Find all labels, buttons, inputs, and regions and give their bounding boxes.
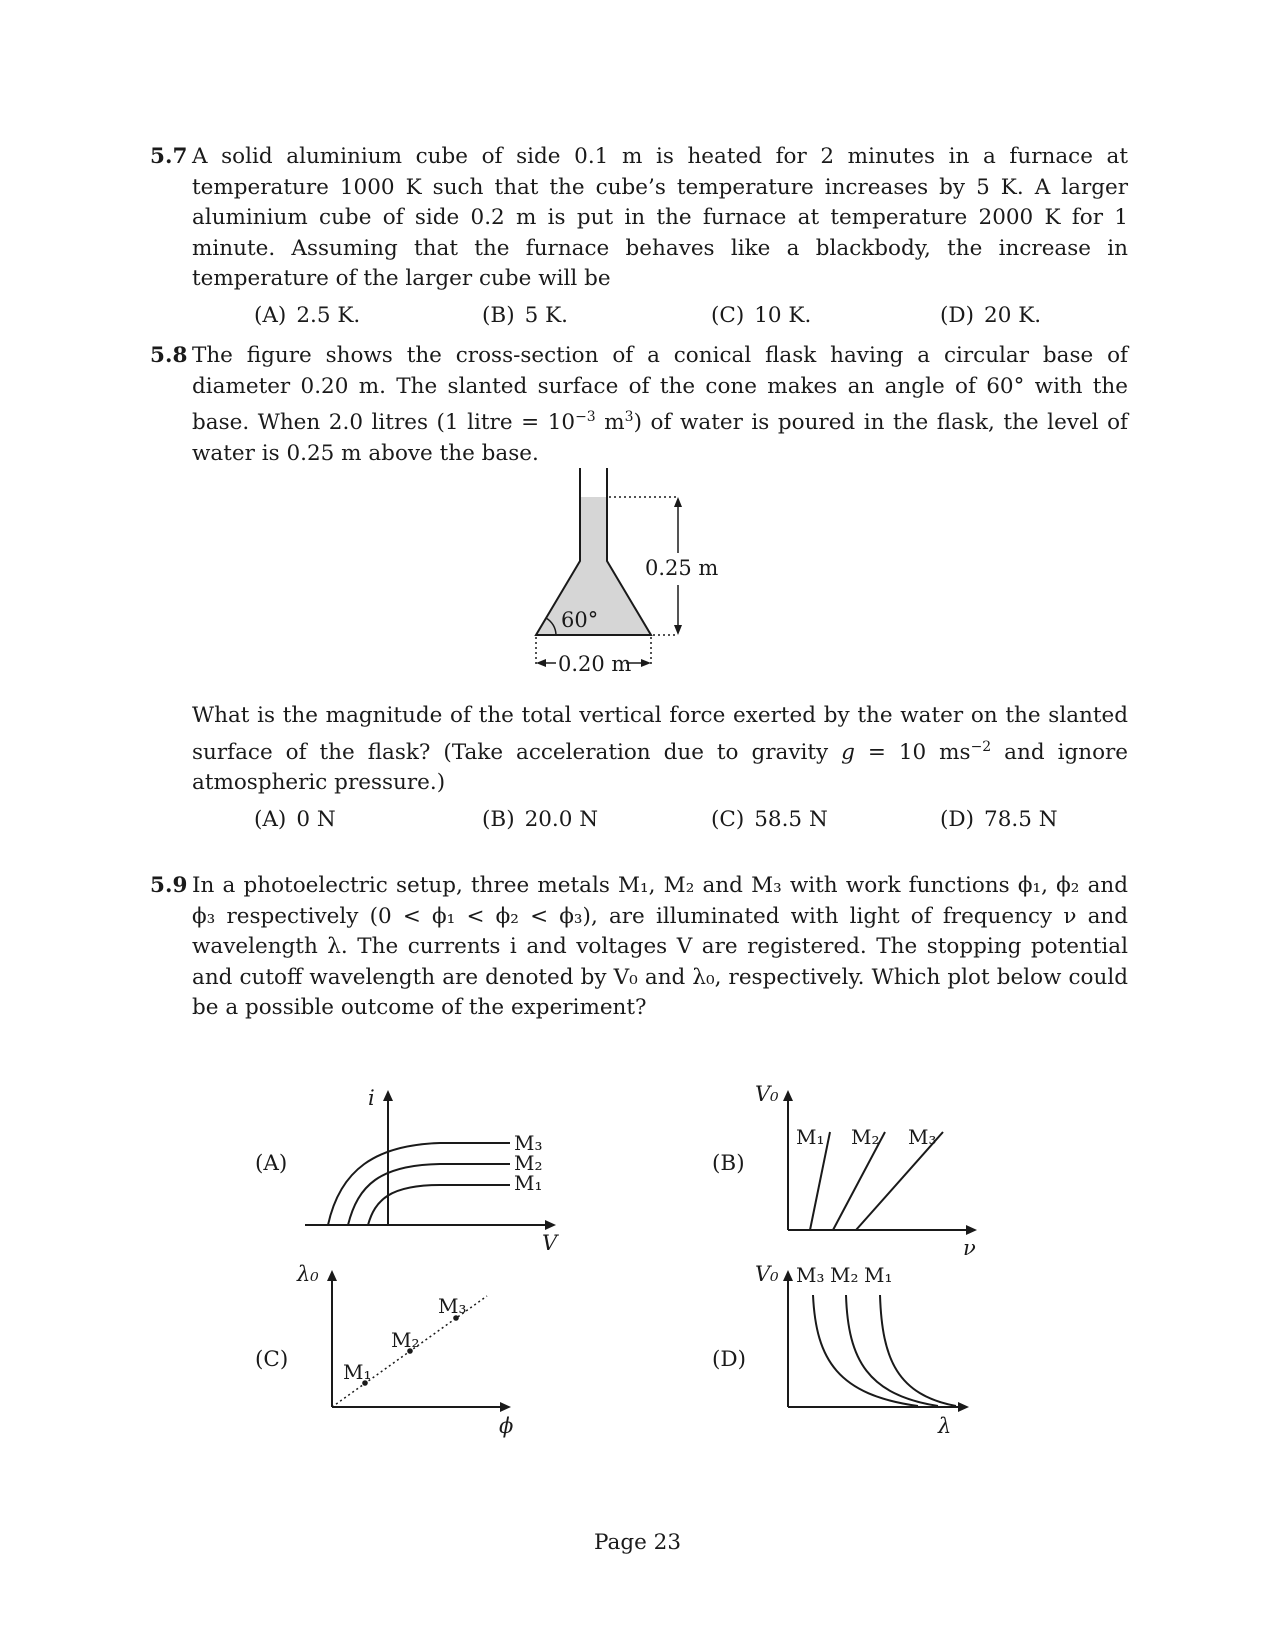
option-label: (B): [482, 302, 515, 328]
option-text: 20 K.: [984, 302, 1042, 328]
option-a[interactable]: [254, 301, 360, 332]
line-label-m2: M₂: [851, 1125, 880, 1149]
option-label: (B): [482, 806, 515, 832]
gravity-symbol: g: [841, 739, 855, 765]
option-text: 10 K.: [754, 302, 812, 328]
option-d[interactable]: [940, 805, 1058, 836]
exponent: −2: [970, 738, 992, 755]
curve-label-m1: M₁: [864, 1263, 893, 1287]
option-label: (C): [711, 302, 745, 328]
plot-d-svg: [755, 1260, 998, 1438]
point-label-m1: M₁: [343, 1360, 372, 1384]
question-5-8-part2: [150, 701, 1128, 835]
x-axis-label: V: [542, 1231, 558, 1255]
plot-b: [755, 1080, 988, 1260]
question-body: In a photoelectric setup, three metals M₁, M₂ and M₃ with work functions ϕ₁, ϕ₂ and ϕ₃ respectively (0 < ϕ₁ < ϕ₂ < ϕ₃), are illuminated with light of frequency ν and wavelength λ. The currents i and voltages V are registered. The stopping potential and cutoff wavelength are denoted by V₀ and λ₀, respectively. Which plot below could be a possible outcome of the experiment?: [192, 873, 1128, 1020]
option-label: (D): [940, 302, 975, 328]
option-text: 58.5 N: [754, 806, 828, 832]
question-text: [150, 871, 1128, 1024]
arrowhead: [783, 1090, 793, 1101]
option-c[interactable]: [711, 805, 828, 836]
height-label: 0.25 m: [645, 556, 719, 580]
x-axis-label: ϕ: [499, 1414, 514, 1438]
curve-label-m1: M₁: [514, 1171, 543, 1195]
option-text: 0 N: [296, 806, 336, 832]
diameter-label: 0.20 m: [558, 652, 632, 676]
line-label-m3: M₃: [908, 1125, 937, 1149]
curve-label-m2: M₂: [830, 1263, 859, 1287]
curve-m3: [813, 1295, 918, 1406]
y-axis-label: V₀: [755, 1082, 779, 1106]
y-axis-label: V₀: [755, 1262, 779, 1286]
plot-b-svg: [755, 1080, 988, 1260]
arrowhead: [641, 659, 651, 667]
plot-c-svg: [295, 1260, 535, 1438]
option-label: (D): [940, 806, 975, 832]
question-5-8: [150, 341, 1128, 469]
arrowhead: [958, 1402, 969, 1412]
arrowhead: [966, 1225, 977, 1235]
question-text: [150, 142, 1128, 295]
question-number: 5.9: [150, 873, 188, 898]
options: [150, 301, 1128, 331]
plot-a: [300, 1085, 590, 1255]
option-b[interactable]: [482, 805, 598, 836]
arrowhead: [383, 1090, 393, 1101]
question-5-7: [150, 142, 1128, 331]
angle-label: 60°: [561, 608, 599, 632]
question-body: What is the magnitude of the total vertical force exerted by the water on the slanted surface of the flask? (Take acceleration due to gravity: [192, 703, 1128, 765]
options: [150, 805, 1128, 835]
plot-b-label[interactable]: (B): [712, 1151, 745, 1176]
question-body: = 10 ms: [854, 739, 971, 765]
question-number: 5.7: [150, 144, 188, 169]
curve-label-m3: M₃: [796, 1263, 825, 1287]
plot-d: [755, 1260, 998, 1438]
option-b[interactable]: [482, 301, 568, 332]
question-body: m: [595, 410, 625, 436]
option-text: 2.5 K.: [296, 302, 361, 328]
plot-c: [295, 1260, 535, 1438]
point-label-m2: M₂: [391, 1328, 420, 1352]
arrowhead: [674, 625, 682, 635]
question-body: and ignore atmospheric pressure.): [192, 739, 1129, 796]
line-label-m1: M₁: [796, 1125, 825, 1149]
question-text: [150, 701, 1128, 799]
plot-a-label[interactable]: (A): [255, 1151, 288, 1176]
plot-c-label[interactable]: (C): [255, 1347, 289, 1372]
question-body: The figure shows the cross-section of a conical flask having a circular base of diameter 0.20 m. The slanted surface of the cone makes an angle of 60° with the base. When 2.0 litres (1 litre = 10: [192, 343, 1128, 436]
x-axis-label: ν: [963, 1236, 976, 1260]
option-label: (A): [254, 806, 287, 832]
arrowhead: [674, 497, 682, 507]
arrowhead: [536, 659, 546, 667]
arrowhead: [327, 1270, 337, 1281]
exponent: −3: [575, 409, 596, 425]
x-axis-label: λ: [938, 1414, 952, 1438]
question-body: A solid aluminium cube of side 0.1 m is heated for 2 minutes in a furnace at temperature 1000 K such that the cube’s temperature increases by 5 K. A larger aluminium cube of side 0.2 m is put in the furnace at temperature 2000 K for 1 minute. Assuming that the furnace behaves like a blackbody, the increase in temperature of the larger cube will be: [192, 144, 1128, 291]
curve-label-m3: M₃: [514, 1131, 543, 1155]
arrowhead: [545, 1220, 556, 1230]
y-axis-label: i: [368, 1086, 375, 1110]
option-text: 78.5 N: [984, 806, 1058, 832]
option-c[interactable]: [711, 301, 811, 332]
plot-d-label[interactable]: (D): [712, 1347, 747, 1372]
question-body: ) of water is poured in the flask, the level of water is 0.25 m above the base.: [192, 410, 1128, 466]
option-d[interactable]: [940, 301, 1041, 332]
flask-diagram: [520, 465, 760, 695]
exponent: 3: [624, 409, 634, 425]
option-label: (C): [711, 806, 745, 832]
plot-a-svg: [300, 1085, 590, 1255]
page-number: Page 23: [594, 1530, 681, 1555]
question-number: 5.8: [150, 343, 188, 368]
y-axis-label: λ₀: [297, 1262, 319, 1286]
question-5-9: [150, 871, 1128, 1024]
conical-flask-figure: [520, 465, 760, 695]
option-text: 20.0 N: [524, 806, 599, 832]
option-label: (A): [254, 302, 287, 328]
arrowhead: [500, 1402, 511, 1412]
curve-label-m2: M₂: [514, 1151, 543, 1175]
option-text: 5 K.: [524, 302, 568, 328]
curve-m1: [368, 1185, 510, 1225]
question-text: [150, 341, 1128, 469]
point-label-m3: M₃: [438, 1294, 467, 1318]
option-a[interactable]: [254, 805, 336, 836]
curve-m1: [880, 1295, 956, 1406]
arrowhead: [783, 1270, 793, 1281]
